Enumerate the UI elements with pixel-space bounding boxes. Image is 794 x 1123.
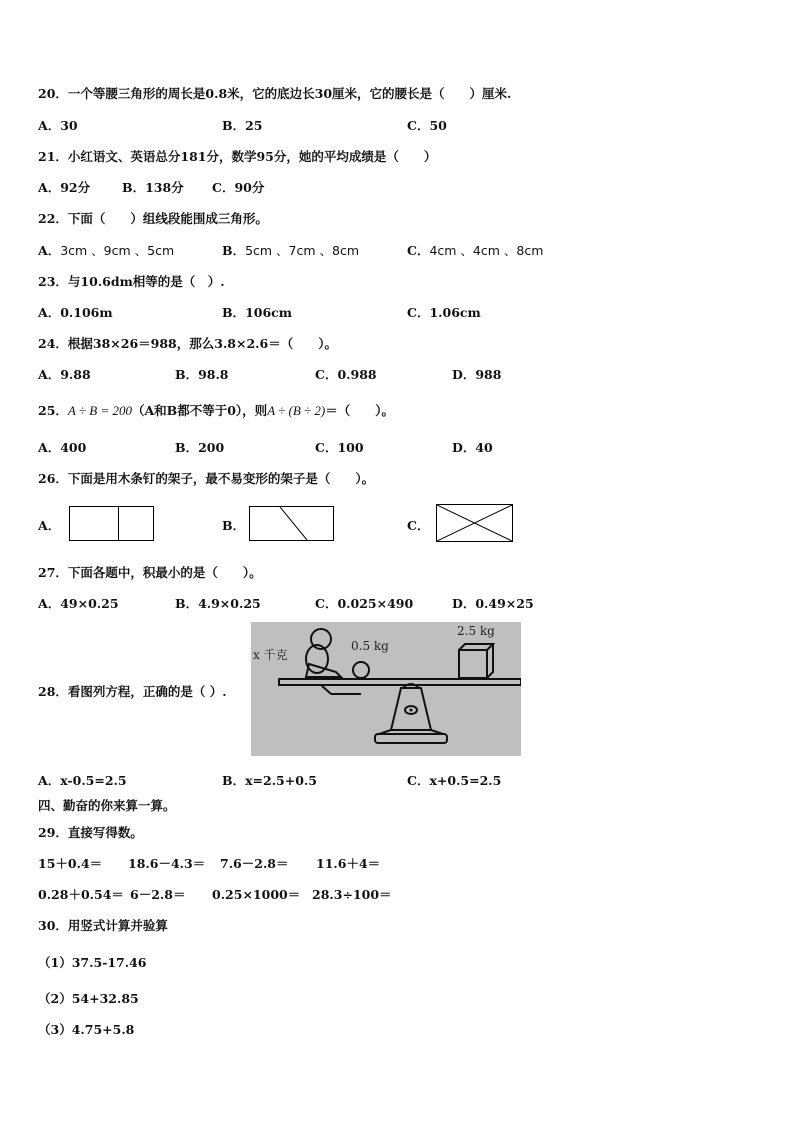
frame-c-cross-braced: [436, 504, 513, 542]
q29-item: 0.25×1000＝: [212, 887, 301, 902]
q24-option-c[interactable]: C．0.988: [315, 367, 377, 382]
q27-option-a[interactable]: A．49×0.25: [38, 596, 119, 611]
q25-stem: [38, 401, 394, 419]
q20-option-a[interactable]: A．30: [38, 118, 78, 133]
q29-item: 18.6－4.3＝: [128, 856, 206, 871]
balance-scale-photo: [251, 622, 521, 756]
q24-option-b[interactable]: B．98.8: [175, 367, 229, 382]
q23-option-a[interactable]: A．0.106m: [38, 305, 113, 320]
q24-option-a[interactable]: A．9.88: [38, 367, 91, 382]
q30-item: （2）54+32.85: [38, 991, 139, 1006]
q25-option-b[interactable]: B．200: [175, 440, 225, 455]
q21-option-a[interactable]: A．92分: [38, 180, 91, 195]
q29-stem: 29．直接写得数。: [38, 825, 143, 840]
q22-option-a-label: A．: [38, 243, 61, 258]
q22-option-b-text: 5cm 、7cm 、8cm: [245, 243, 360, 258]
q22-option-c-label: C．: [407, 243, 430, 258]
q29-item: 11.6＋4＝: [316, 856, 381, 871]
q25-number: 25．: [38, 403, 68, 418]
q26-option-c[interactable]: C．: [407, 518, 430, 533]
photo-label-ball: 0.5 kg: [351, 639, 389, 653]
q29-item: 28.3÷100＝: [312, 887, 392, 902]
q23-option-b[interactable]: B．106cm: [222, 305, 292, 320]
frame-b-diagonal-brace: [250, 507, 333, 540]
frame-a-divided-rectangle: [69, 506, 154, 541]
q22-option-b-label: B．: [222, 243, 246, 258]
q22-option-c-text: 4cm 、4cm 、8cm: [429, 243, 544, 258]
q26-stem: 26．下面是用木条钉的架子，最不易变形的架子是（ ）。: [38, 471, 375, 486]
frame-b-single-diagonal: [249, 506, 334, 541]
q30-stem: 30．用竖式计算并验算: [38, 918, 168, 933]
q22-option-a-text: 3cm 、9cm 、5cm: [60, 243, 175, 258]
frame-a-divider: [118, 507, 119, 540]
q21-option-c[interactable]: C．90分: [212, 180, 265, 195]
q26-option-a[interactable]: A．: [38, 518, 61, 533]
q28-option-a[interactable]: A．x-0.5=2.5: [38, 773, 127, 788]
q27-option-c[interactable]: C．0.025×490: [315, 596, 414, 611]
photo-label-x-kg: x 千克: [253, 648, 288, 662]
q22-option-b[interactable]: [222, 241, 359, 259]
q30-item: （1）37.5-17.46: [38, 955, 147, 970]
q28-option-b[interactable]: B．x=2.5+0.5: [222, 773, 317, 788]
q29-item: 7.6－2.8＝: [220, 856, 289, 871]
q29-item: 15＋0.4＝: [38, 856, 103, 871]
q20-stem: 20．一个等腰三角形的周长是0.8米，它的底边长30厘米，它的腰长是（ ）厘米.: [38, 86, 512, 101]
photo-label-box: 2.5 kg: [457, 624, 495, 638]
q22-option-a[interactable]: [38, 241, 174, 259]
q27-option-d[interactable]: D．0.49×25: [452, 596, 534, 611]
q23-stem: 23．与10.6dm相等的是（ ）.: [38, 274, 225, 289]
q25-middle: （A和B都不等于0），则: [131, 403, 268, 418]
q27-option-b[interactable]: B．4.9×0.25: [175, 596, 261, 611]
q25-formula-2: A ÷ (B ÷ 2): [267, 403, 326, 418]
q26-option-b[interactable]: B．: [222, 518, 246, 533]
q25-tail: ＝（ ）。: [325, 403, 395, 418]
q25-option-d[interactable]: D．40: [452, 440, 493, 455]
q30-item: （3）4.75+5.8: [38, 1022, 135, 1037]
q28-option-c[interactable]: C．x+0.5=2.5: [407, 773, 502, 788]
q28-stem: 28．看图列方程，正确的是（ ）.: [38, 684, 227, 699]
q27-stem: 27．下面各题中，积最小的是（ ）。: [38, 565, 262, 580]
q25-option-a[interactable]: A．400: [38, 440, 87, 455]
q24-option-d[interactable]: D．988: [452, 367, 502, 382]
q20-option-b[interactable]: B．25: [222, 118, 263, 133]
q22-option-c[interactable]: [407, 241, 543, 259]
section-4-heading: 四、勤奋的你来算一算。: [38, 798, 176, 813]
q25-option-c[interactable]: C．100: [315, 440, 364, 455]
q22-stem: 22．下面（ ）组线段能围成三角形。: [38, 211, 268, 226]
q21-stem: 21．小红语文、英语总分181分，数学95分，她的平均成绩是（ ）: [38, 149, 437, 164]
q21-option-b[interactable]: B．138分: [122, 180, 184, 195]
q29-item: 0.28＋0.54＝: [38, 887, 124, 902]
q24-stem: 24．根据38×26＝988，那么3.8×2.6＝（ ）。: [38, 336, 337, 351]
q29-item: 6－2.8＝: [130, 887, 186, 902]
frame-c-cross-braces: [437, 505, 512, 541]
q20-option-c[interactable]: C．50: [407, 118, 447, 133]
q23-option-c[interactable]: C．1.06cm: [407, 305, 481, 320]
q25-formula-1: A ÷ B = 200: [67, 403, 132, 418]
